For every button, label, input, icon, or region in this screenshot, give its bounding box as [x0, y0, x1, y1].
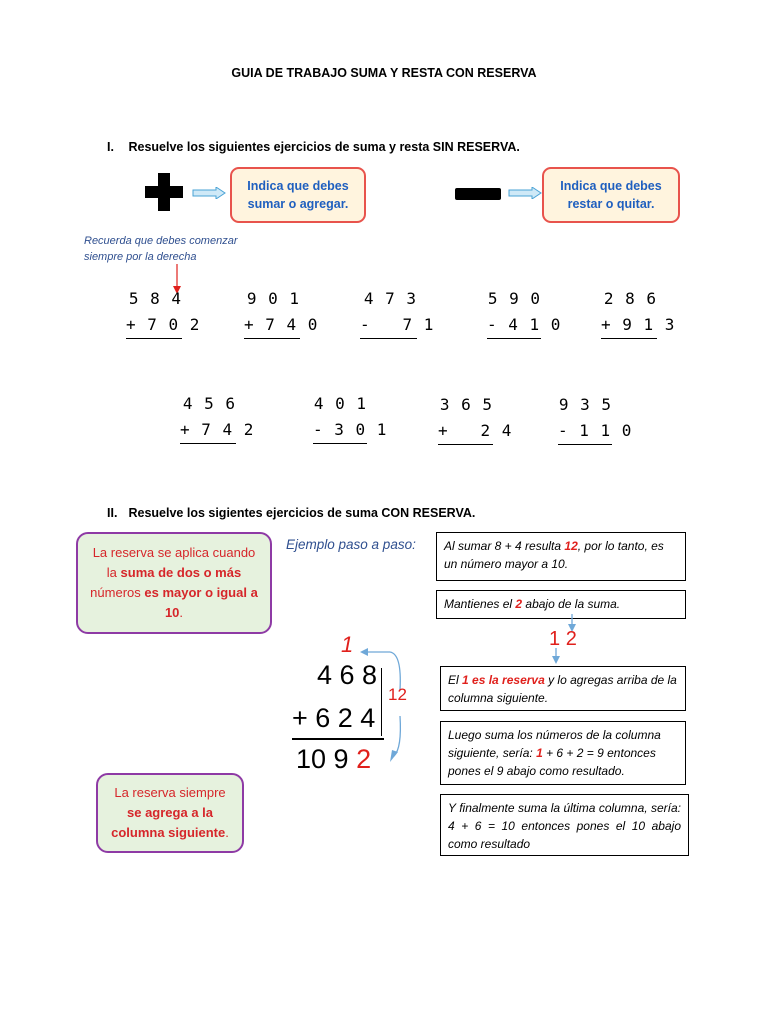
problem-top: 9 3 5 [558, 395, 612, 414]
section-2-text: Resuelve los sigientes ejercicios de suma CON RESERVA. [128, 506, 476, 520]
problem-6 [180, 391, 255, 444]
page-title: GUIA DE TRABAJO SUMA Y RESTA CON RESERVA [231, 66, 537, 80]
problem-bottom: + 7 4 2 [180, 417, 236, 444]
arrow-right-icon [508, 186, 542, 204]
step-text: abajo de la suma. [522, 597, 621, 611]
problem-bottom: + 2 4 [438, 418, 493, 445]
problem-bottom: + 9 1 3 [601, 312, 657, 339]
reserva-rule-bold: suma de dos o más [120, 565, 242, 580]
plus-icon [144, 172, 184, 212]
problem-top: 4 0 1 [313, 394, 367, 413]
problem-2 [244, 286, 319, 339]
reserva-next-bold: se agrega a la columna siguiente [111, 805, 226, 840]
step-text: El [448, 673, 463, 687]
problem-bottom: + 7 4 0 [244, 312, 300, 339]
step-highlight: 12 [564, 539, 578, 553]
problem-8 [438, 392, 513, 445]
problem-top: 9 0 1 [246, 289, 300, 308]
problem-top: 4 5 6 [182, 394, 236, 413]
reserva-next-column-box [96, 773, 244, 853]
step-text: Luego suma los números de la columna siguiente, sería: [448, 728, 661, 760]
step-text: + 6 + 2 = 9 entonces pones el 9 abajo como resultado. [448, 746, 656, 778]
example-result [296, 744, 371, 775]
kept-digit-1: 1 [549, 628, 561, 650]
section-1-heading [107, 140, 520, 154]
carry-digit: 1 [341, 632, 354, 657]
step-highlight: 1 es la reserva [462, 673, 545, 687]
step-1-box [436, 532, 686, 581]
problem-top: 5 8 4 [128, 289, 182, 308]
reserva-rule-text: números [90, 585, 145, 600]
step-text: , por lo tanto, es un número mayor a 10. [444, 539, 664, 571]
reserva-rule-text: La reserva se aplica cuando la [92, 545, 256, 580]
minus-icon [455, 188, 501, 200]
example-top-number: 4 6 8 [317, 660, 378, 690]
units-bracket [381, 668, 386, 736]
problem-top: 4 7 3 [363, 289, 417, 308]
kept-digit-2: 2 [565, 628, 577, 650]
problem-bottom: - 3 0 1 [313, 417, 367, 444]
side-sum: 12 [388, 685, 407, 704]
result-units: 2 [356, 744, 372, 774]
step-2-box [436, 590, 686, 619]
section-2-heading [107, 506, 475, 520]
reserva-rule-box [76, 532, 272, 634]
sum-line [292, 738, 384, 740]
start-right-note: Recuerda que debes comenzar siempre por la derecha [84, 235, 238, 263]
problem-3 [360, 286, 435, 339]
problem-4 [487, 286, 562, 339]
problem-bottom: - 4 1 0 [487, 312, 541, 339]
example-bottom-number: + 6 2 4 [292, 703, 376, 733]
problem-top: 3 6 5 [439, 395, 493, 414]
arrow-right-icon [192, 186, 226, 204]
reserva-rule-text: . [179, 605, 184, 620]
problem-9 [558, 392, 633, 445]
step-text: y lo agregas arriba de la columna siguiente. [448, 673, 677, 705]
reserva-next-text: . [225, 825, 229, 840]
problem-bottom: - 7 1 [360, 312, 417, 339]
minus-explanation-box: Indica que debes restar o quitar. [542, 167, 680, 223]
problem-1 [126, 286, 201, 339]
reserva-next-text: La reserva siempre [114, 785, 226, 800]
step-5-box: Y finalmente suma la última columna, sería: 4 + 6 = 10 entonces pones el 10 abajo como resultado [440, 794, 689, 856]
result-main: 10 9 [296, 744, 349, 774]
reserva-rule-bold: es mayor o igual a 10 [144, 585, 258, 620]
section-2-number: II. [107, 506, 118, 520]
plus-explanation-box: Indica que debes sumar o agregar. [230, 167, 366, 223]
step-highlight: 2 [515, 597, 523, 611]
step-3-box [440, 666, 686, 711]
problem-5 [601, 286, 676, 339]
problem-7 [313, 391, 388, 444]
step-highlight: 1 [536, 746, 543, 760]
problem-top: 5 9 0 [487, 289, 541, 308]
section-1-number: I. [107, 140, 114, 154]
problem-top: 2 8 6 [603, 289, 657, 308]
problem-bottom: + 7 0 2 [126, 312, 182, 339]
example-label: Ejemplo paso a paso: [286, 537, 416, 552]
step-4-box [440, 721, 686, 785]
problem-bottom: - 1 1 0 [558, 418, 612, 445]
step-text: Al sumar 8 + 4 resulta [444, 539, 565, 553]
section-1-text: Resuelve los siguientes ejercicios de suma y resta SIN RESERVA. [128, 140, 520, 154]
step-text: Mantienes el [444, 597, 516, 611]
